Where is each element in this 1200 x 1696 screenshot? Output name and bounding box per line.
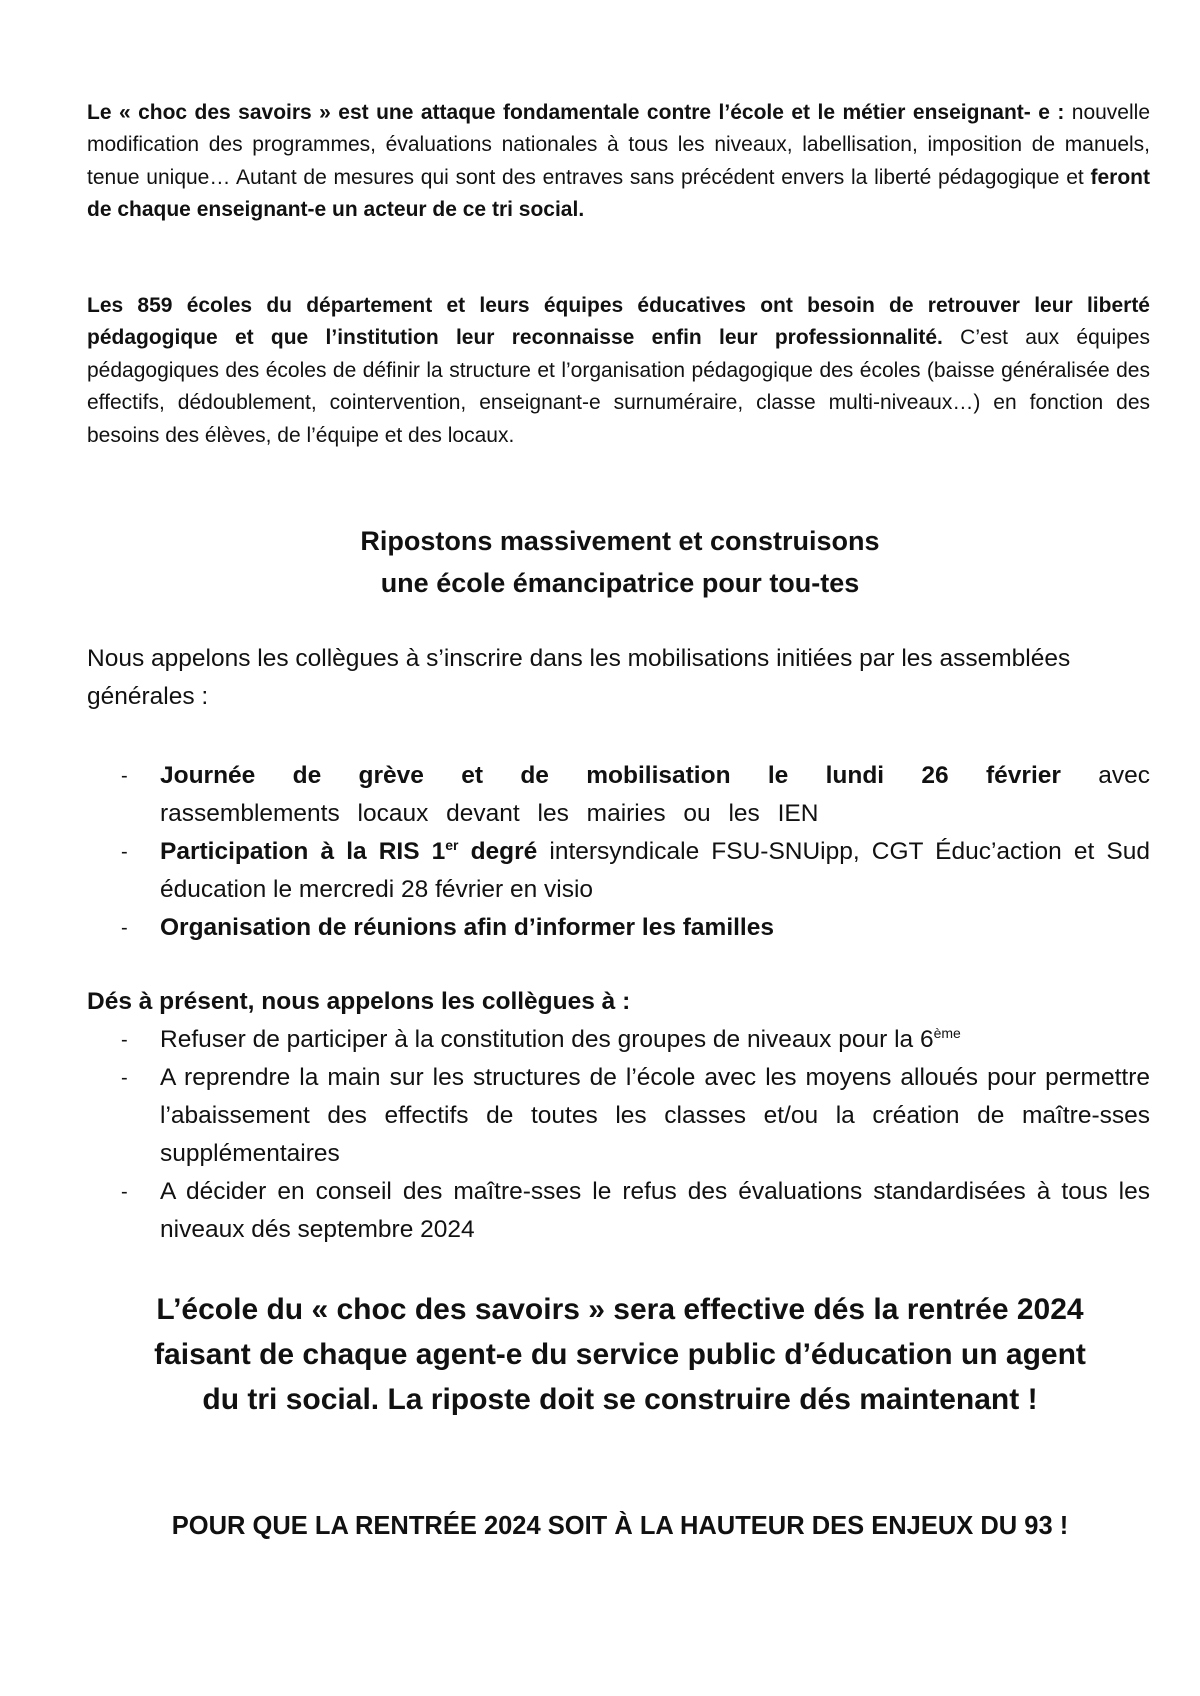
- paragraph-bold-text: Les 859 écoles du département et leurs équipes éducatives ont besoin de retrouver leur liberté pédagogique et que l’institution leur reconnaisse enfin leur professionnalité.: [87, 294, 1150, 350]
- conclusion-line-1: L’école du « choc des savoirs » sera effective dés la rentrée 2024: [156, 1293, 1084, 1326]
- list-item: [87, 757, 1150, 833]
- list-item-text: Refuser de participer à la constitution des groupes de niveaux pour la 6: [160, 1026, 934, 1053]
- superscript: ème: [933, 1025, 961, 1041]
- paragraph-ecoles-departement: [87, 290, 1150, 452]
- list-item-text: A décider en conseil des maître-sses le refus des évaluations standardisées à tous les niveaux dés septembre 2024: [160, 1178, 1150, 1243]
- dash-bullet-icon: -: [121, 841, 128, 863]
- list-item: [87, 909, 1150, 947]
- dash-bullet-icon: -: [121, 917, 128, 939]
- conclusion-line-3: du tri social. La riposte doit se construire dés maintenant !: [202, 1383, 1038, 1416]
- dash-bullet-icon: -: [121, 1067, 128, 1089]
- list-item-text: A reprendre la main sur les structures de l’école avec les moyens alloués pour permettre l’abaissement des effectifs de toutes les classes et/ou la création de maître-sses supplémentaires: [160, 1064, 1150, 1167]
- list-item-text: avec rassemblements locaux devant les mairies ou les IEN: [160, 762, 1150, 827]
- heading-line-2: une école émancipatrice pour tou-tes: [380, 568, 860, 598]
- paragraph-choc-des-savoirs: [87, 97, 1150, 227]
- closing-slogan: POUR QUE LA RENTRÉE 2024 SOIT À LA HAUTEUR DES ENJEUX DU 93 !: [171, 1512, 1069, 1540]
- paragraph-bold-text: Le « choc des savoirs » est une attaque fondamentale contre l’école et le métier enseignant- e :: [87, 101, 1065, 124]
- section-heading: [0, 520, 1200, 604]
- list-item: [87, 1173, 1150, 1249]
- conclusion-text: [0, 1287, 1200, 1422]
- dash-bullet-icon: -: [121, 1029, 128, 1051]
- intro-text: Nous appelons les collègues à s’inscrire dans les mobilisations initiées par les assemblées générales :: [87, 645, 1071, 710]
- list-item: [87, 1021, 1150, 1059]
- superscript: er: [445, 837, 459, 853]
- paragraph-text: nouvelle modification des programmes, évaluations nationales à tous les niveaux, labellisation, imposition de manuels, tenue unique… Autant de mesures qui sont des entraves sans précédent envers la liberté pédagogique et: [87, 101, 1150, 189]
- paragraph-text: C’est aux équipes pédagogiques des écoles de définir la structure et l’organisation pédagogique des écoles (baisse généralisée des effectifs, dédoublement, cointervention, enseignant-e surnuméraire, classe multi-niveaux…) en fonction des besoins des élèves, de l’équipe et des locaux.: [87, 326, 1150, 447]
- list-item-bold-pre: Participation à la RIS 1: [160, 838, 446, 865]
- dash-bullet-icon: -: [121, 765, 128, 787]
- list-item-bold: Journée de grève et de mobilisation le lundi 26 février: [160, 762, 1061, 789]
- dash-bullet-icon: -: [121, 1181, 128, 1203]
- list-item-bold: Organisation de réunions afin d’informer les familles: [160, 914, 774, 941]
- conclusion-line-2: faisant de chaque agent-e du service public d’éducation un agent: [154, 1338, 1086, 1371]
- list-item-bold-post: degré: [458, 838, 538, 865]
- mobilisation-list: [87, 757, 1150, 947]
- heading-line-1: Ripostons massivement et construisons: [360, 526, 880, 556]
- list-item-text: intersyndicale FSU-SNUipp, CGT Éduc’action et Sud éducation le mercredi 28 février en visio: [160, 838, 1150, 903]
- list-item: [87, 1059, 1150, 1173]
- calls-subheading: Dés à présent, nous appelons les collègues à :: [87, 988, 631, 1015]
- paragraph-bold-text: feront de chaque enseignant-e un acteur de ce tri social.: [87, 165, 1150, 222]
- list-item: [87, 833, 1150, 909]
- list-item-bold: [160, 838, 537, 865]
- calls-list: [87, 1021, 1150, 1249]
